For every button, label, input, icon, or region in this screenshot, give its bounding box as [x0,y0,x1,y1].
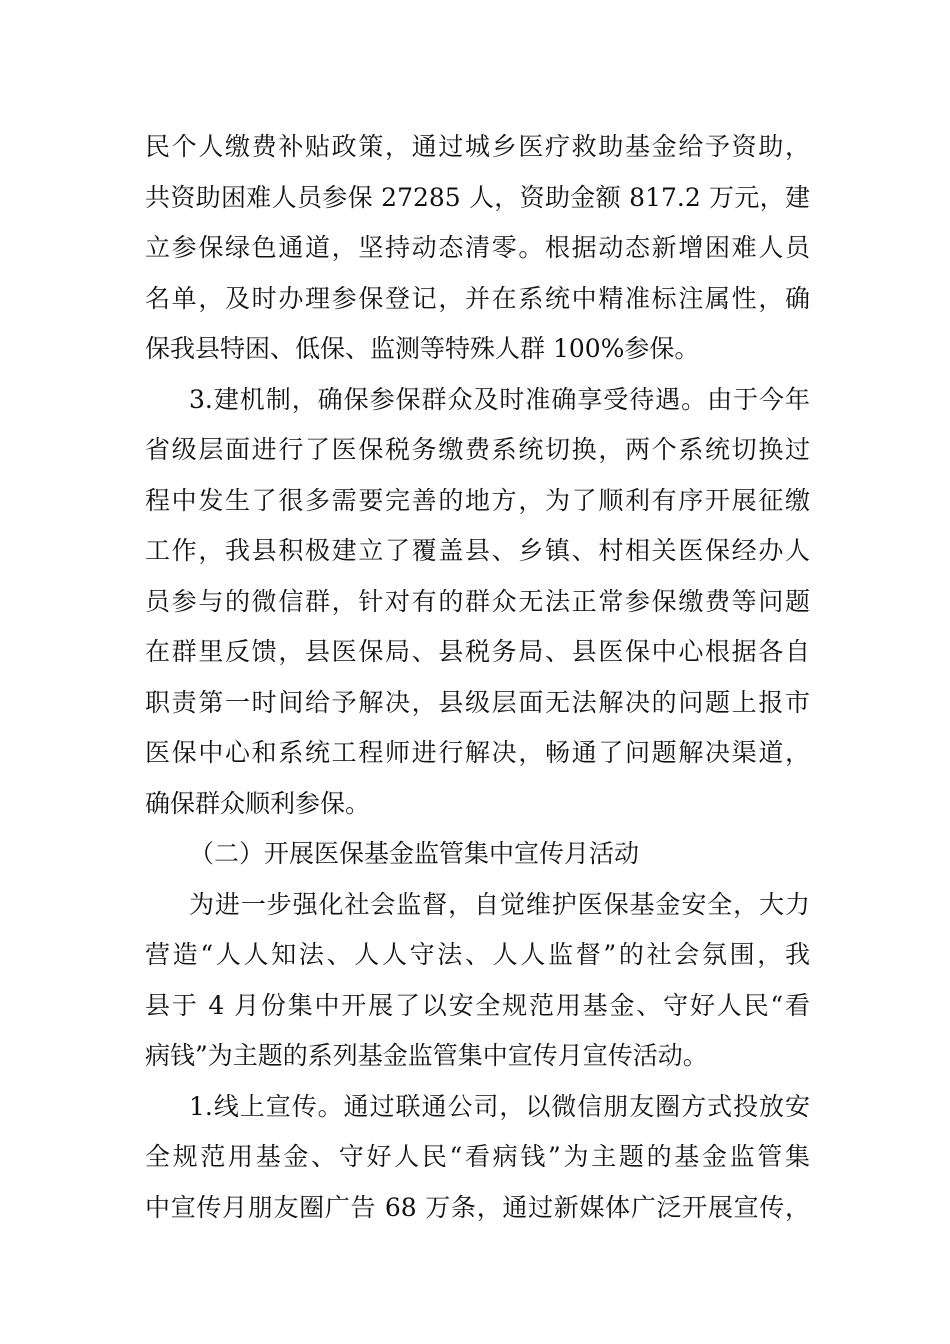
text-line: 医保中心和系统工程师进行解决，畅通了问题解决渠道， [145,738,810,767]
text-line: 病钱”为主题的系列基金监管集中宣传月宣传活动。 [145,1041,708,1070]
text-line: 程中发生了很多需要完善的地方，为了顺利有序开展征缴 [145,485,810,515]
text-line: 县于 4 月份集中开展了以安全规范用基金、守好人民“看 [145,990,810,1020]
text-line: 职责第一时间给予解决，县级层面无法解决的问题上报市 [145,687,810,717]
text-line: 为进一步强化社会监督，自觉维护医保基金安全，大力 [189,889,810,919]
text-line: （二）开展医保基金监管集中宣传月活动 [189,839,640,868]
text-line: 省级层面进行了医保税务缴费系统切换，两个系统切换过 [145,435,810,464]
body-text [145,122,810,1233]
text-line: 确保群众顺利参保。 [145,788,371,818]
text-line: 1.线上宣传。通过联通公司，以微信朋友圈方式投放安 [189,1091,810,1121]
text-line: 员参与的微信群，针对有的群众无法正常参保缴费等问题 [145,586,810,616]
text-line: 名单，及时办理参保登记，并在系统中精准标注属性，确 [145,283,810,313]
text-line: 全规范用基金、守好人民“看病钱”为主题的基金监管集 [145,1142,810,1171]
text-line: 保我县特困、低保、监测等特殊人群 100%参保。 [145,334,700,363]
text-line: 中宣传月朋友圈广告 68 万条，通过新媒体广泛开展宣传， [145,1192,810,1222]
text-line: 民个人缴费补贴政策，通过城乡医疗救助基金给予资助， [145,132,810,161]
text-line: 工作，我县积极建立了覆盖县、乡镇、村相关医保经办人 [145,536,810,565]
text-line: 3.建机制，确保参保群众及时准确享受待遇。由于今年 [189,384,810,414]
text-line: 在群里反馈，县医保局、县税务局、县医保中心根据各自 [145,637,810,666]
text-line: 立参保绿色通道，坚持动态清零。根据动态新增困难人员 [145,233,810,262]
text-line: 营造“人人知法、人人守法、人人监督”的社会氛围，我 [145,940,810,969]
text-line: 共资助困难人员参保 27285 人，资助金额 817.2 万元，建 [145,182,810,212]
